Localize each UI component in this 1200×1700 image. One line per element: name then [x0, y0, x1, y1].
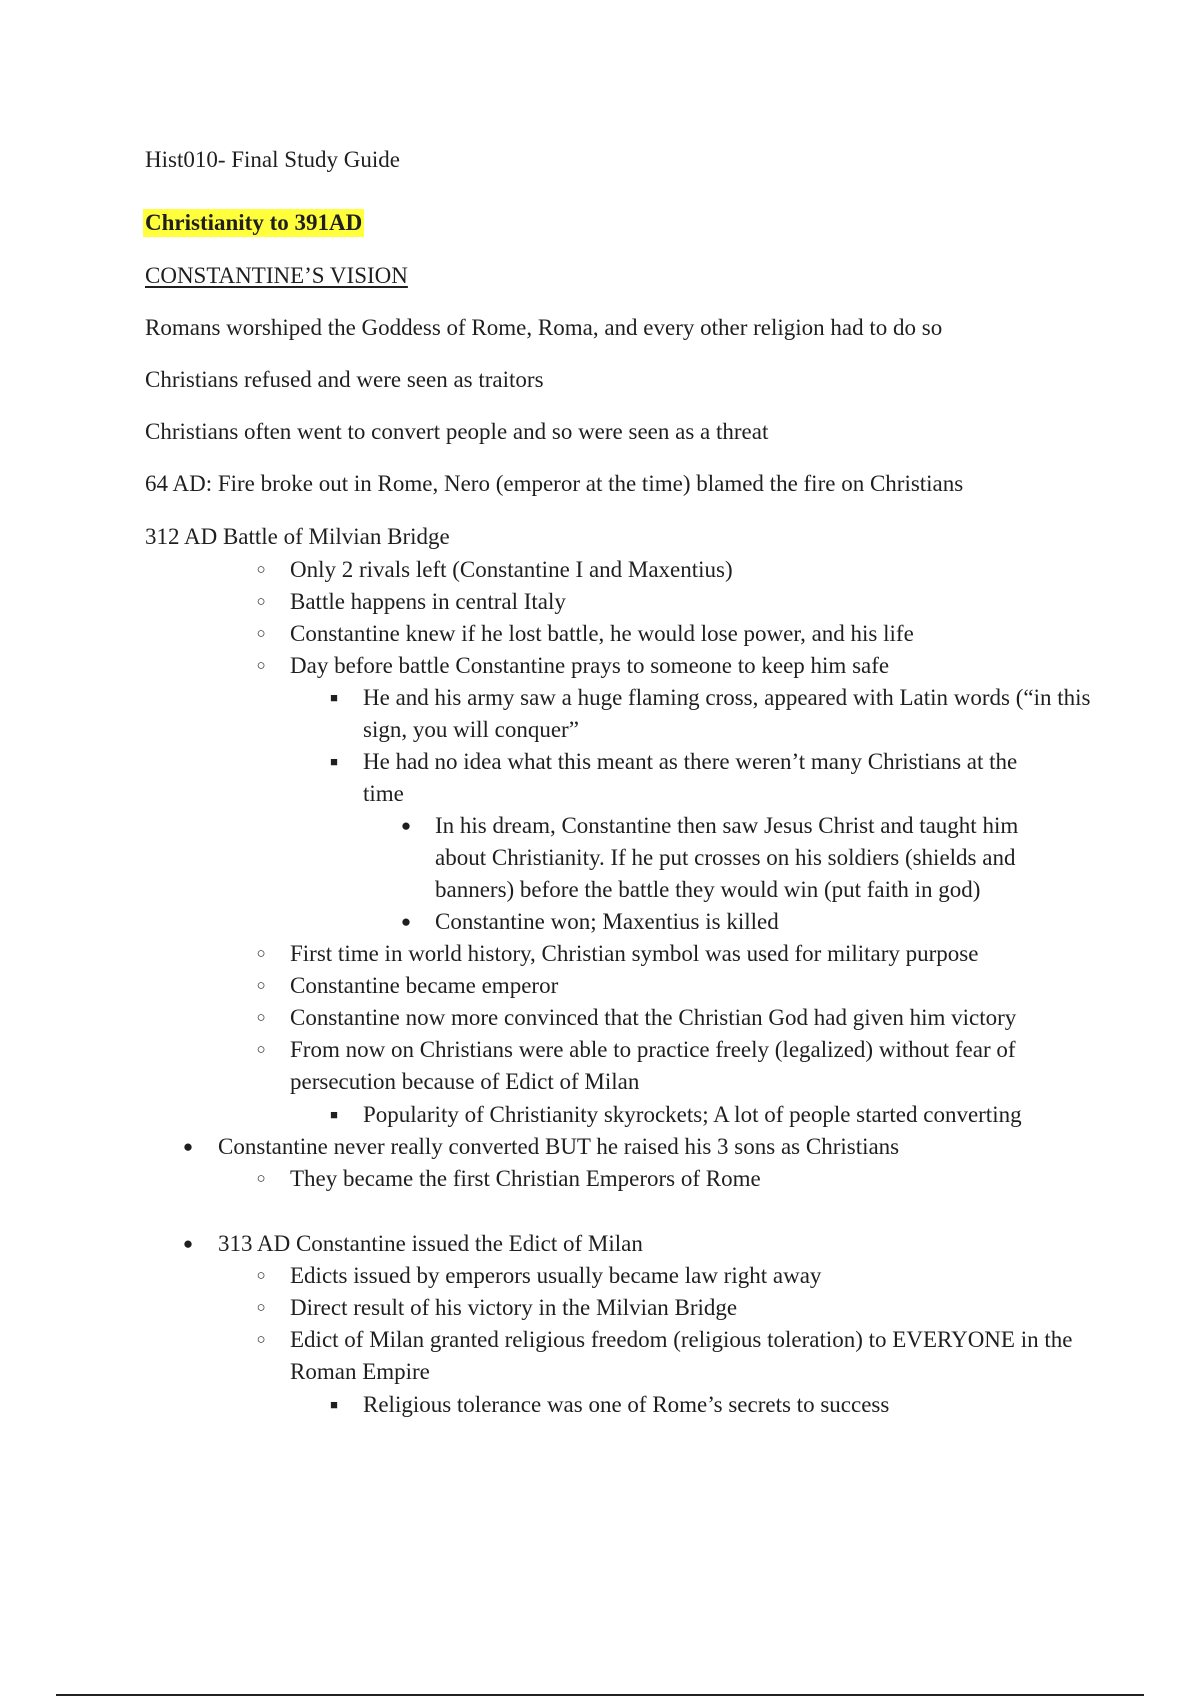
list-item: He had no idea what this meant as there weren’t many Christians at the time	[363, 749, 1018, 806]
document-title: Hist010- Final Study Guide	[145, 147, 400, 172]
bullet-square-marker: ■	[330, 1397, 338, 1412]
bullet-square-marker: ■	[330, 754, 338, 769]
bullet-disc-marker: ●	[182, 1137, 194, 1156]
list-item: Battle happens in central Italy	[290, 589, 566, 614]
bullet-circle-marker: ○	[256, 1010, 266, 1026]
bullet-square-marker: ■	[330, 1107, 338, 1122]
list-item: Edict of Milan granted religious freedom (religious toleration) to EVERYONE in the Roman Empire	[290, 1327, 1073, 1384]
bullet-circle-marker: ○	[256, 626, 266, 642]
paragraph: Romans worshiped the Goddess of Rome, Roma, and every other religion had to do so	[145, 315, 943, 340]
list-item: Only 2 rivals left (Constantine I and Maxentius)	[290, 557, 733, 582]
paragraph: Christians often went to convert people and so were seen as a threat	[145, 419, 769, 444]
list-item: 313 AD Constantine issued the Edict of Milan	[218, 1231, 643, 1256]
list-item: They became the first Christian Emperors of Rome	[290, 1166, 761, 1191]
bullet-circle-marker: ○	[256, 978, 266, 994]
paragraph: Christians refused and were seen as traitors	[145, 367, 544, 392]
bullet-circle-marker: ○	[256, 658, 266, 674]
list-item: He and his army saw a huge flaming cross, appeared with Latin words (“in this sign, you will conquer”	[363, 685, 1091, 742]
bullet-circle-marker: ○	[256, 1300, 266, 1316]
bullet-circle-marker: ○	[256, 594, 266, 610]
bullet-circle-marker: ○	[256, 1332, 266, 1348]
list-item: From now on Christians were able to practice freely (legalized) without fear of persecution because of Edict of Milan	[290, 1037, 1016, 1094]
list-item: Constantine knew if he lost battle, he would lose power, and his life	[290, 621, 914, 646]
list-item: In his dream, Constantine then saw Jesus Christ and taught him about Christianity. If he put crosses on his soldiers (shields and banners) before the battle they would win (put faith in god)	[435, 813, 1019, 902]
list-item: Constantine never really converted BUT he raised his 3 sons as Christians	[218, 1134, 900, 1159]
bullet-circle-marker: ○	[256, 946, 266, 962]
bullet-circle-marker: ○	[256, 1268, 266, 1284]
list-item: Constantine won; Maxentius is killed	[435, 909, 779, 934]
list-item: Direct result of his victory in the Milvian Bridge	[290, 1295, 738, 1320]
list-item: Day before battle Constantine prays to someone to keep him safe	[290, 653, 890, 678]
bullet-disc-marker: ●	[400, 816, 412, 835]
section-heading-highlighted: Christianity to 391AD	[145, 210, 363, 235]
bullet-disc-marker: ●	[400, 912, 412, 931]
bullet-disc-marker: ●	[182, 1234, 194, 1253]
bullet-circle-marker: ○	[256, 562, 266, 578]
bullet-circle-marker: ○	[256, 1171, 266, 1187]
list-item: Constantine now more convinced that the Christian God had given him victory	[290, 1005, 1017, 1030]
paragraph: 312 AD Battle of Milvian Bridge	[145, 524, 450, 549]
bullet-circle-marker: ○	[256, 1042, 266, 1058]
bottom-divider	[56, 1694, 1144, 1696]
list-item: Religious tolerance was one of Rome’s secrets to success	[363, 1392, 890, 1417]
list-item: First time in world history, Christian symbol was used for military purpose	[290, 941, 979, 966]
sub-heading: CONSTANTINE’S VISION	[145, 263, 408, 288]
list-item: Popularity of Christianity skyrockets; A lot of people started converting	[363, 1102, 1022, 1127]
list-item: Edicts issued by emperors usually became law right away	[290, 1263, 822, 1288]
list-item: Constantine became emperor	[290, 973, 559, 998]
bullet-square-marker: ■	[330, 690, 338, 705]
paragraph: 64 AD: Fire broke out in Rome, Nero (emperor at the time) blamed the fire on Christians	[145, 471, 964, 496]
